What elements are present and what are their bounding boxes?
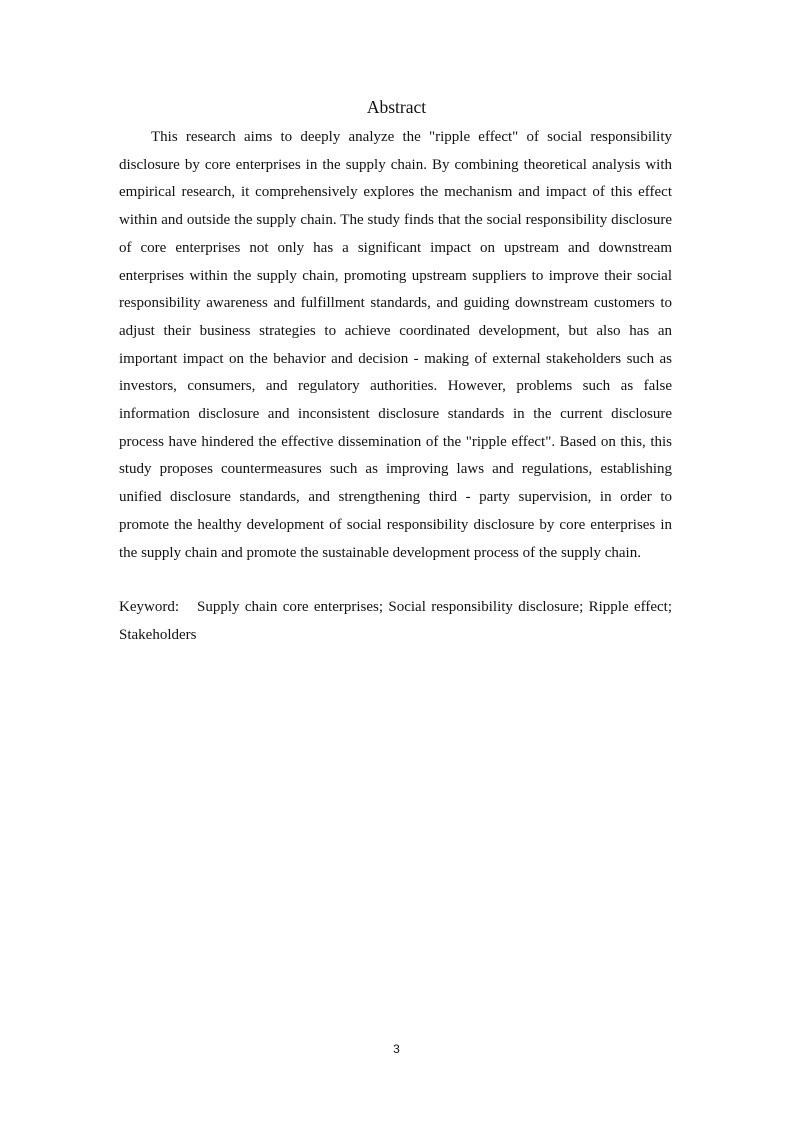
abstract-body: This research aims to deeply analyze the "ripple effect" of social responsibility disclosure by core enterprises in the supply chain. By combining theoretical analysis with empirical research, it comprehensively explores the mechanism and impact of this effect within and outside the supply chain. The study finds that the social responsibility disclosure of core enterprises not only has a significant impact on upstream and downstream enterprises within the supply chain, promoting upstream suppliers to improve their social responsibility awareness and fulfillment standards, and guiding downstream customers to adjust their business strategies to achieve coordinated development, but also has an important impact on the behavior and decision - making of external stakeholders such as investors, consumers, and regulatory authorities. However, problems such as false information disclosure and inconsistent disclosure standards in the current disclosure process have hindered the effective dissemination of the "ripple effect". Based on this, this study proposes countermeasures such as improving laws and regulations, establishing unified disclosure standards, and strengthening third - party supervision, in order to promote the healthy development of social responsibility disclosure by core enterprises in the supply chain and promote the sustainable development process of the supply chain. — [119, 129, 672, 561]
page-number: 3 — [393, 1042, 400, 1056]
keywords-paragraph — [119, 594, 672, 649]
keywords-label: Keyword: — [119, 599, 179, 615]
abstract-title: Abstract — [366, 97, 427, 117]
keywords-text: Supply chain core enterprises; Social responsibility disclosure; Ripple effect; Stakeholders — [119, 599, 672, 643]
